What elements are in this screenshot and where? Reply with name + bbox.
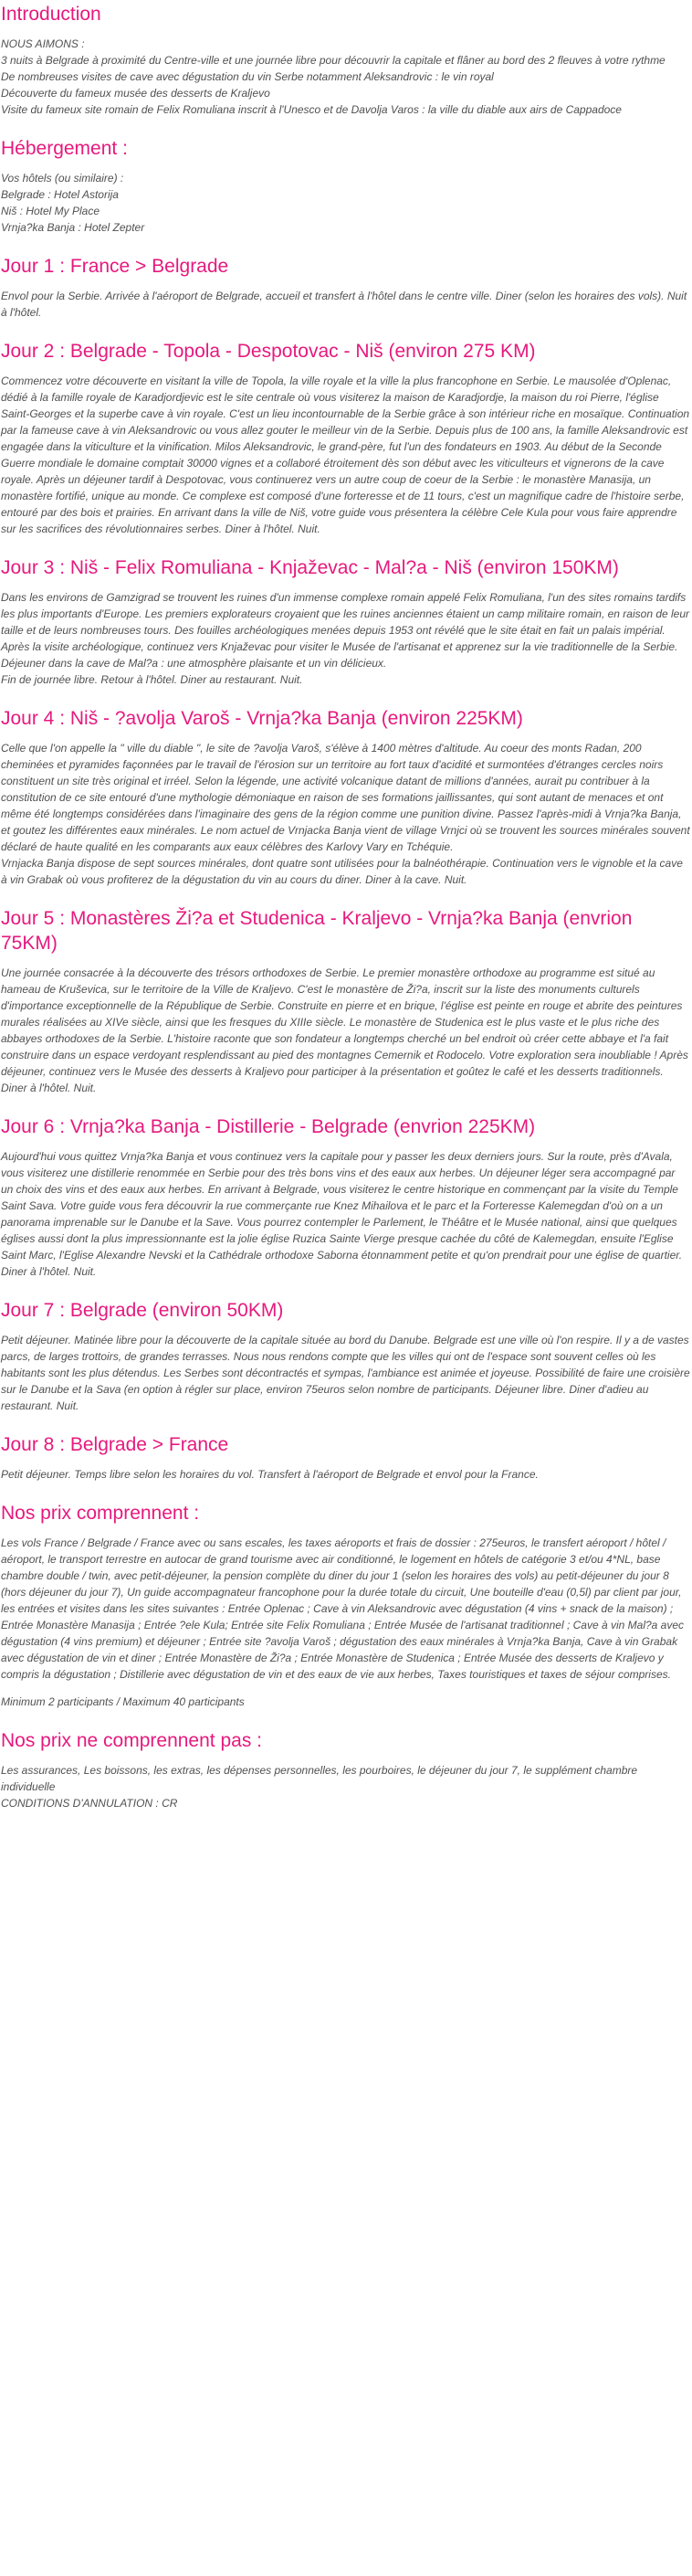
intro-line: 3 nuits à Belgrade à proximité du Centre-ville et une journée libre pour découvrir la capitale et flâner au bord des 2 fleuves à votre rythme [1, 54, 666, 67]
day-heading: Jour 2 : Belgrade - Topola - Despotovac - Niš (environ 275 KM) [1, 341, 536, 362]
hebergement-line: Vos hôtels (ou similaire) : [1, 172, 124, 185]
participants-note: Minimum 2 participants / Maximum 40 participants [1, 1695, 245, 1708]
intro-section [1, 2, 690, 118]
intro-line: De nombreuses visites de cave avec dégustation du vin Serbe notamment Aleksandrovic : le vin royal [1, 70, 494, 83]
prix-comprennent-section [1, 1501, 690, 1710]
hebergement-line: Belgrade : Hotel Astorija [1, 188, 119, 201]
day-paragraph: Aujourd'hui vous quittez Vrnja?ka Banja et vous continuez vers la capitale pour y passer les deux derniers jours. Sur la route, près d'Avala, vous visiterez une distillerie renommée en Serbie pour des très bons vins et des eaux aux herbes. Un déjeuner léger sera accompagné par un choix des vins et des eaux aux herbes. En arrivant à Belgrade, vous visiterez le centre historique en commençant par la visite du Temple Saint Sava. Votre guide vous fera découvrir la rue commerçante rue Knez Mihailova et le parc et la Forteresse Kalemegdan d'où on a un panorama imprenable sur le Danube et la Save. Vous pourrez contempler le Parlement, le Théâtre et le Musée national, ainsi que quelques églises aussi dont la plus impressionnante est la jolie église Ruzica Sainte Vierge presque cachée du côté de Kalemegdan, ensuite l'Eglise Saint Marc, l'Eglise Alexandre Nevski et la Cathédrale orthodoxe Saborna étonnamment petite et qu'on prendrait pour une église de quartier. Diner à l'hôtel. Nuit. [1, 1150, 683, 1278]
day-heading: Jour 7 : Belgrade (environ 50KM) [1, 1300, 284, 1321]
conditions-annulation: CONDITIONS D'ANNULATION : CR [1, 1797, 178, 1810]
day-heading: Jour 8 : Belgrade > France [1, 1434, 229, 1455]
day-paragraph: Envol pour la Serbie. Arrivée à l'aéroport de Belgrade, accueil et transfert à l'hôtel dans le centre ville. Diner (selon les horaires des vols). Nuit à l'hôtel. [1, 290, 687, 319]
prix-comprennent-heading: Nos prix comprennent : [1, 1503, 200, 1524]
day-paragraph: Une journée consacrée à la découverte des trésors orthodoxes de Serbie. Le premier monastère orthodoxe au programme est situé au hameau de Kruševica, sur le territoire de la Ville de Kraljevo. C'est le monastère de Ži?a, inscrit sur la liste des monuments culturels d'importance exceptionnelle de la République de Serbie. Construite en pierre et en brique, l'église est peinte en rouge et abrite des peintures murales réalisées au XIVe siècle, ainsi que les fresques du XIIIe siècle. Le monastère de Studenica est le plus vaste et le plus riche des abbayes orthodoxes de la Serbie. L'histoire raconte que son fondateur a longtemps cherché un bel endroit où créer cette abbaye et l'a fait construire dans un espace verdoyant resplendissant au pied des montagnes Cemernik et Rodocelo. Votre exploration sera inoubliable ! Après déjeuner, continuez vers le Musée des desserts à Kraljevo pour participer à la présentation et goûtez le café et les desserts traditionnels. Diner à l'hôtel. Nuit. [1, 966, 688, 1094]
day-paragraph: Celle que l'on appelle la " ville du diable ", le site de ?avolja Varoš, s'élève à 1400 mètres d'altitude. Au coeur des monts Radan, 200 cheminées et pyramides façonnées par le travail de l'érosion sur un territoire au fort taux d'acidité et surmontées d'étranges cercles noirs constituent un site très original et irréel. Selon la légende, une activité volcanique datant de millions d'années, aurait pu contribuer à la constitution de ce site entouré d'une mythologie démoniaque en raison de ses formations jaillissantes, qui sont autant de menaces et ont même été longtemps considérées dans l'imaginaire des gens de la région comme une punition divine. Passez l'après-midi à Vrnja?ka Banja, et goutez les différentes eaux minérales. Le nom actuel de Vrnjacka Banja vient de village Vrnjci où se trouvent les sources minérales souvent déclaré de haute qualité en les comparants aux eaux célèbres des Karlovy Vary en Tchéquie. [1, 742, 690, 853]
hebergement-heading: Hébergement : [1, 138, 128, 159]
day-4-section [1, 706, 690, 888]
day-7-section [1, 1298, 690, 1414]
day-paragraph: Commencez votre découverte en visitant la ville de Topola, la ville royale et la ville la plus francophone en Serbie. Le mausolée d'Oplenac, dédié à la famille royale de Karadjordjevic est le site centrale où vous visiterez la maison de Karadjordje, la maison du roi Pierre, l'église Saint-Georges et la superbe cave à vin royale. C'est un lieu incontournable de la Serbie grâce à son intérieur riche en mosaïque. Continuation par la fameuse cave à vin Aleksandrovic ou vous allez gouter le meilleur vin de la Serbie. Depuis plus de 100 ans, la famille Aleksandrovic est engagée dans la viticulture et la vinification. Milos Aleksandrovic, le grand-père, fut l'un des fondateurs en 1903. Au début de la Seconde Guerre mondiale le domaine comptait 30000 vignes et a collaboré étroitement dès son début avec les viticulteurs et vignerons de la cave royale. Après un déjeuner tardif à Despotovac, vous continuerez vers un autre coup de coeur de la Serbie : le monastère Manasija, un monastère fortifié, unique au monde. Ce complexe est composé d'une forteresse et de 11 tours, c'est un magnifique cadre de l'histoire serbe, entouré par des bois et prairies. En arrivant dans la ville de Niš, votre guide vous présentera la célèbre Cele Kula pour vous faire apprendre sur les sacrifices des révolutionnaires serbes. Diner à l'hôtel. Nuit. [1, 375, 690, 535]
prix-ne-comprennent-heading: Nos prix ne comprennent pas : [1, 1730, 262, 1751]
spacer [1, 1683, 690, 1694]
day-heading: Jour 3 : Niš - Felix Romuliana - Knjaževac - Mal?a - Niš (environ 150KM) [1, 557, 619, 578]
prix-comprennent-paragraph: Les vols France / Belgrade / France avec ou sans escales, les taxes aéroports et frais de dossier : 275euros, le transfert aéroport / hôtel / aéroport, le transport terrestre en autocar de grand tourisme avec air conditionné, le logement en hôtels de catégorie 3 et/ou 4*NL, base chambre double / twin, avec petit-déjeuner, la pension complète du diner du jour 1 (selon les horaires des vols) au petit-déjeuner du jour 8 (hors déjeuner du jour 7), Un guide accompagnateur francophone pour la durée totale du circuit, Une bouteille d'eau (0,5l) par client par jour, les entrées et visites dans les sites suivantes : Entrée Oplenac ; Cave à vin Aleksandrovic avec dégustation (4 vins + snack de la maison) ; Entrée Monastère Manasija ; Entrée ?ele Kula; Entrée site Felix Romuliana ; Entrée Musée de l'artisanat traditionnel ; Cave à vin Mal?a avec dégustation (4 vins premium) et déjeuner ; Entrée site ?avolja Varoš ; dégustation des eaux minérales à Vrnja?ka Banja, Cave à vin Grabak avec dégustation de vin et diner ; Entrée Monastère de Ži?a ; Entrée Monastère de Studenica ; Entrée Musée des desserts de Kraljevo y compris la dégustation ; Distillerie avec dégustation de vin et des eaux de vie aux herbes, Taxes touristiques et taxes de séjour comprises. [1, 1536, 685, 1681]
day-2-section [1, 339, 690, 537]
day-heading: Jour 1 : France > Belgrade [1, 256, 229, 277]
day-paragraph: Petit déjeuner. Matinée libre pour la découverte de la capitale située au bord du Danube. Belgrade est une ville où l'on respire. Il y a de vastes parcs, de larges trottoirs, de grandes terrasses. Nous nous rendons compte que les villes qui ont de l'espace sont souvent celles où les habitants sont les plus détendus. Les Serbes sont décontractés et sympas, l'ambiance est animée et joyeuse. Possibilité de faire une croisière sur le Danube et la Sava (en option à régler sur place, environ 75euros selon nombre de participants. Déjeuner libre. Diner d'adieu au restaurant. Nuit. [1, 1334, 690, 1412]
hebergement-line: Niš : Hotel My Place [1, 205, 100, 217]
intro-line: NOUS AIMONS : [1, 37, 85, 50]
day-heading: Jour 5 : Monastères Ži?a et Studenica - Kraljevo - Vrnja?ka Banja (envrion 75KM) [1, 908, 633, 954]
day-heading: Jour 4 : Niš - ?avolja Varoš - Vrnja?ka Banja (environ 225KM) [1, 708, 523, 729]
day-5-section [1, 906, 690, 1096]
day-paragraph: Petit déjeuner. Temps libre selon les horaires du vol. Transfert à l'aéroport de Belgrade et envol pour la France. [1, 1468, 539, 1481]
intro-heading: Introduction [1, 4, 101, 25]
intro-line: Visite du fameux site romain de Felix Romuliana inscrit à l'Unesco et de Davolja Varos : la ville du diable aux airs de Cappadoce [1, 103, 622, 116]
prix-ne-comprennent-section [1, 1728, 690, 1811]
day-8-section [1, 1432, 690, 1483]
hebergement-line: Vrnja?ka Banja : Hotel Zepter [1, 221, 145, 234]
day-1-section [1, 254, 690, 321]
day-3-section [1, 555, 690, 688]
hebergement-section [1, 136, 690, 236]
day-heading: Jour 6 : Vrnja?ka Banja - Distillerie - Belgrade (envrion 225KM) [1, 1116, 536, 1137]
prix-ne-comprennent-paragraph: Les assurances, Les boissons, les extras, les dépenses personnelles, les pourboires, le déjeuner du jour 7, le supplément chambre individuelle [1, 1764, 638, 1793]
day-paragraph: Dans les environs de Gamzigrad se trouvent les ruines d'un immense complexe romain appelé Felix Romuliana, l'un des sites romains tardifs les plus importants d'Europe. Les premiers explorateurs croyaient que les ruines anciennes étaient un camp militaire romain, en raison de leur taille et de leurs nombreuses tours. Des fouilles archéologiques menées depuis 1953 ont révélé que le site était en fait un palais impérial. Après la visite archéologique, continuez vers Knjaževac pour visiter le Musée de l'artisanat et apprenez sur la vie traditionnelle de la Serbie. Déjeuner dans la cave de Mal?a : une atmosphère plaisante et un vin délicieux. [1, 591, 690, 670]
day-paragraph: Fin de journée libre. Retour à l'hôtel. Diner au restaurant. Nuit. [1, 673, 303, 686]
day-6-section [1, 1114, 690, 1280]
day-paragraph: Vrnjacka Banja dispose de sept sources minérales, dont quatre sont utilisées pour la balnéothérapie. Continuation vers le vignoble et la cave à vin Grabak où vous profiterez de la dégustation du vin au cours du diner. Diner à la cave. Nuit. [1, 857, 683, 886]
intro-line: Découverte du fameux musée des desserts de Kraljevo [1, 87, 270, 100]
